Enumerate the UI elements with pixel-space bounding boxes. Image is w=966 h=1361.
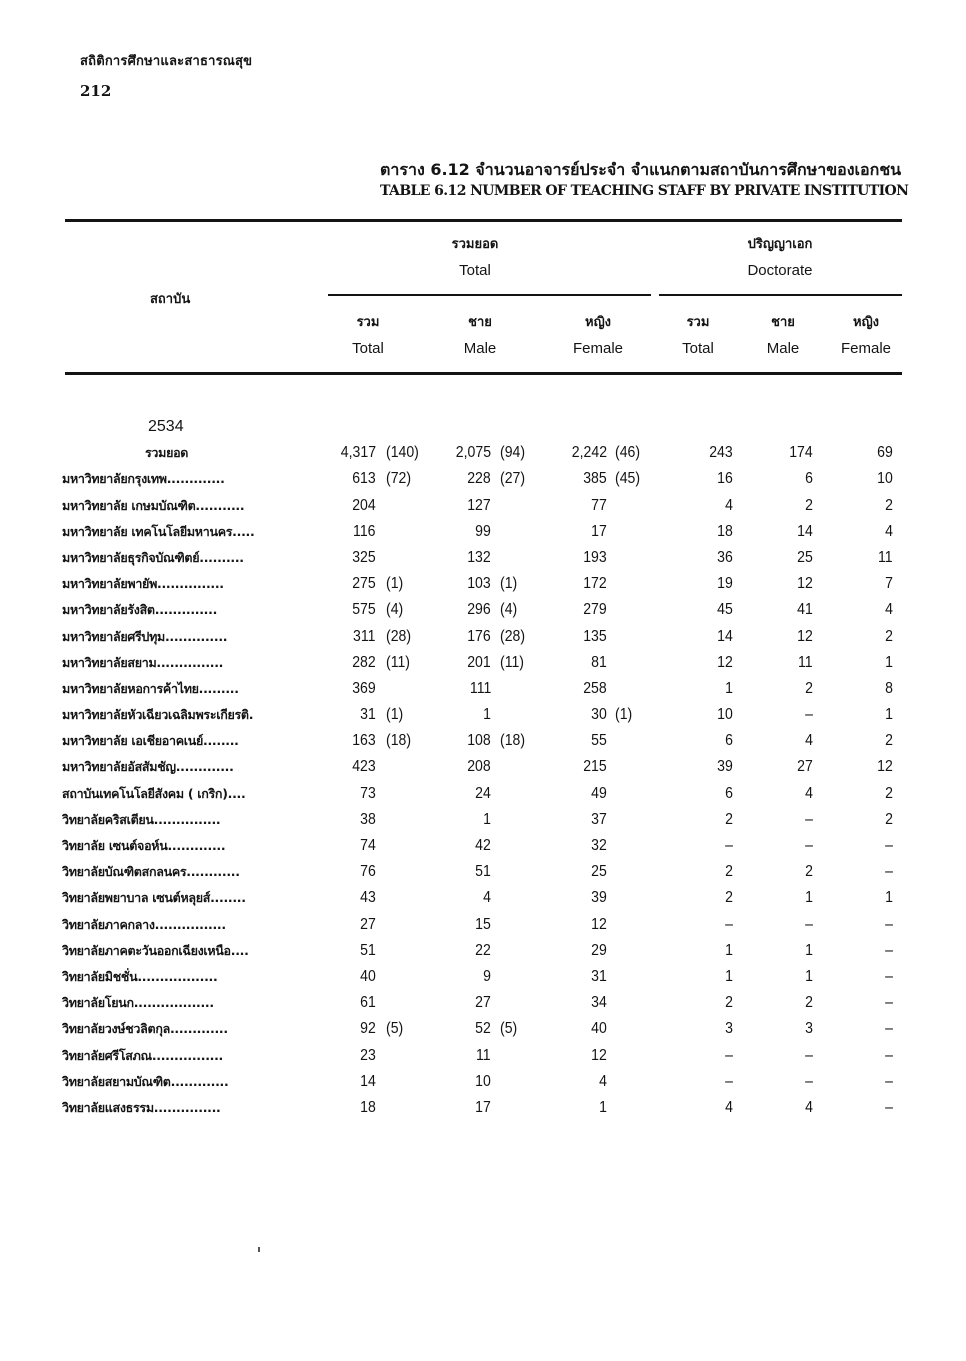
cell-female: 2,242 — [571, 444, 607, 462]
cell-male-note: (18) — [500, 732, 526, 750]
cell-doctorate-total: 2 — [725, 889, 733, 907]
row-name: วิทยาลัยภาคกลาง................ — [62, 916, 226, 932]
cell-female: 32 — [591, 837, 607, 854]
cell-doctorate-male: 27 — [797, 758, 813, 776]
cell-doctorate-male: – — [805, 1046, 813, 1064]
cell-total: 61 — [360, 994, 376, 1012]
table-row — [0, 571, 966, 597]
cell-female: 31 — [591, 967, 607, 985]
cell-female: 34 — [591, 994, 607, 1012]
col-header-female-en: Female — [572, 340, 624, 357]
cell-doctorate-male: – — [805, 837, 813, 854]
cell-doctorate-female: 2 — [885, 810, 893, 828]
table-row — [0, 466, 966, 492]
cell-male-note: (5) — [500, 1020, 518, 1038]
row-name: มหาวิทยาลัยอัสสัมชัญ............. — [62, 759, 234, 775]
row-name: วิทยาลัยศรีโสภณ................ — [62, 1047, 223, 1063]
cell-total: 31 — [360, 706, 376, 724]
cell-female-note: (46) — [615, 444, 641, 462]
cell-doctorate-male: 4 — [805, 784, 813, 802]
cell-total: 423 — [352, 758, 376, 776]
cell-doctorate-female: – — [885, 967, 893, 985]
cell-total: 51 — [360, 941, 376, 959]
cell-female: 135 — [583, 627, 607, 645]
cell-male: 11 — [476, 1046, 491, 1064]
table-row — [0, 650, 966, 676]
table-row — [0, 1016, 966, 1042]
cell-doctorate-total: 2 — [725, 863, 733, 881]
col-header-total-en: Total — [352, 340, 384, 357]
cell-total: 275 — [352, 575, 376, 593]
cell-female: 81 — [591, 653, 607, 671]
cell-male: 1 — [483, 706, 491, 724]
cell-female: 49 — [591, 784, 607, 802]
cell-total: 14 — [360, 1072, 376, 1090]
cell-total: 311 — [353, 627, 376, 645]
cell-female: 12 — [591, 915, 607, 933]
cell-female: 17 — [591, 522, 607, 540]
row-name: มหาวิทยาลัยหัวเฉียวเฉลิมพระเกียรติ. — [62, 707, 254, 723]
cell-doctorate-total: 12 — [717, 653, 733, 671]
cell-female-note: (45) — [615, 470, 641, 488]
row-name: วิทยาลัยมิชชั่น.................. — [62, 968, 218, 984]
cell-doctorate-male: – — [805, 915, 813, 933]
row-name: มหาวิทยาลัย เทคโนโลยีมหานคร..... — [62, 523, 255, 539]
cell-doctorate-male: – — [805, 810, 813, 828]
table-row — [0, 781, 966, 807]
cell-doctorate-total: 1 — [725, 679, 733, 697]
row-name: มหาวิทยาลัย เกษมบัณฑิต........... — [62, 497, 245, 513]
stub-header: สถาบัน — [150, 292, 191, 307]
cell-male-note: (94) — [500, 444, 526, 462]
cell-total: 18 — [360, 1098, 376, 1116]
col-header-doctorate-female — [830, 310, 902, 362]
col-header-male-th: ชาย — [468, 315, 492, 330]
cell-female: 385 — [583, 470, 607, 488]
cell-total: 92 — [360, 1020, 376, 1038]
cell-male: 1 — [483, 810, 491, 828]
cell-female: 4 — [599, 1072, 607, 1090]
row-name: วิทยาลัยภาคตะวันออกเฉียงเหนือ.... — [62, 942, 249, 958]
year-label: 2534 — [148, 418, 184, 435]
cell-doctorate-male: 2 — [805, 994, 813, 1012]
cell-doctorate-female: 1 — [885, 706, 893, 724]
cell-doctorate-total: 4 — [725, 496, 733, 514]
cell-doctorate-female: 10 — [877, 470, 893, 488]
group-header-doctorate — [720, 232, 840, 284]
cell-doctorate-female: – — [885, 837, 893, 854]
cell-male: 52 — [475, 1020, 491, 1038]
cell-doctorate-total: 39 — [717, 758, 733, 776]
cell-doctorate-female: 2 — [885, 784, 893, 802]
stray-mark — [258, 1247, 260, 1252]
cell-doctorate-total: – — [725, 915, 733, 933]
table-title-thai: ตาราง 6.12 จำนวนอาจารย์ประจำ จำแนกตามสถาบันการศึกษาของเอกชน — [380, 160, 902, 179]
cell-doctorate-female: 1 — [885, 653, 893, 671]
cell-doctorate-male: 6 — [805, 470, 813, 488]
cell-doctorate-male: 12 — [797, 575, 813, 593]
table-row — [0, 493, 966, 519]
cell-female: 77 — [591, 496, 607, 514]
cell-doctorate-total: 243 — [709, 444, 733, 462]
cell-doctorate-total: 16 — [717, 470, 733, 488]
page-number: 212 — [80, 82, 112, 100]
cell-female-note: (1) — [615, 706, 633, 724]
cell-doctorate-female: – — [885, 1098, 893, 1116]
row-name: มหาวิทยาลัยศรีปทุม.............. — [62, 628, 228, 644]
cell-doctorate-male: 4 — [805, 1098, 813, 1116]
col-header-doctorate-male-en: Male — [766, 340, 800, 357]
cell-doctorate-total: – — [725, 837, 733, 854]
cell-total-note: (1) — [386, 575, 404, 593]
cell-doctorate-male: 1 — [805, 967, 813, 985]
total-group-rule — [328, 294, 651, 296]
cell-doctorate-male: 12 — [797, 627, 813, 645]
cell-doctorate-male: – — [805, 706, 813, 724]
cell-doctorate-male: 1 — [805, 941, 813, 959]
cell-doctorate-female: 69 — [877, 444, 893, 462]
cell-male: 228 — [467, 470, 491, 488]
table-row — [0, 597, 966, 623]
table-row — [0, 624, 966, 650]
row-name: วิทยาลัย เซนต์จอห์น............. — [62, 838, 226, 853]
row-name: มหาวิทยาลัยพายัพ............... — [62, 576, 224, 592]
cell-male: 208 — [467, 758, 491, 776]
table-rows — [0, 440, 966, 1121]
cell-total: 38 — [360, 810, 376, 828]
cell-doctorate-female: 4 — [885, 601, 893, 619]
row-name: มหาวิทยาลัยกรุงเทพ............. — [62, 471, 225, 487]
cell-doctorate-total: – — [725, 1046, 733, 1064]
cell-total-note: (4) — [386, 601, 404, 619]
cell-male: 9 — [483, 967, 491, 985]
cell-total-note: (18) — [386, 732, 412, 750]
cell-doctorate-total: 14 — [717, 627, 733, 645]
cell-total-note: (1) — [386, 706, 404, 724]
cell-doctorate-total: 4 — [725, 1098, 733, 1116]
cell-male: 22 — [475, 941, 491, 959]
cell-total: 4,317 — [340, 444, 376, 462]
col-header-doctorate-total-th: รวม — [686, 315, 710, 330]
cell-doctorate-male: 25 — [797, 548, 813, 566]
row-name: วิทยาลัยโยนก.................. — [62, 995, 214, 1011]
cell-doctorate-female: – — [885, 863, 893, 881]
cell-female: 37 — [591, 810, 607, 828]
cell-male: 99 — [475, 522, 491, 540]
cell-male: 201 — [467, 653, 491, 671]
cell-male: 17 — [475, 1098, 491, 1116]
col-header-total-th: รวม — [356, 315, 380, 330]
cell-doctorate-total: – — [725, 1072, 733, 1090]
cell-total: 369 — [352, 679, 376, 697]
cell-male: 111 — [469, 679, 491, 697]
cell-male-note: (4) — [500, 601, 518, 619]
cell-female: 258 — [583, 679, 607, 697]
cell-male: 127 — [467, 496, 491, 514]
cell-total: 23 — [360, 1046, 376, 1064]
table-row — [0, 859, 966, 885]
row-name: มหาวิทยาลัย เอเชียอาคเนย์........ — [62, 733, 239, 749]
cell-male: 15 — [475, 915, 491, 933]
cell-doctorate-male: 41 — [797, 601, 813, 619]
cell-doctorate-male: 14 — [797, 522, 813, 540]
col-header-doctorate-male — [750, 310, 816, 362]
cell-female: 1 — [599, 1098, 607, 1116]
cell-male: 132 — [467, 548, 491, 566]
doctorate-group-rule — [659, 294, 902, 296]
cell-female: 215 — [583, 758, 607, 776]
table-row — [0, 1095, 966, 1121]
row-name: มหาวิทยาลัยรังสิต.............. — [62, 602, 218, 618]
cell-doctorate-female: – — [885, 1020, 893, 1038]
cell-doctorate-male: 2 — [805, 863, 813, 881]
running-head: สถิติการศึกษาและสาธารณสุข — [80, 54, 253, 69]
cell-male: 10 — [475, 1072, 491, 1090]
table-row — [0, 964, 966, 990]
cell-male: 24 — [475, 784, 491, 802]
table-row — [0, 545, 966, 571]
table-row — [0, 728, 966, 754]
cell-doctorate-female: 2 — [885, 627, 893, 645]
cell-doctorate-male: 4 — [805, 732, 813, 750]
table-row — [0, 885, 966, 911]
cell-doctorate-female: 2 — [885, 496, 893, 514]
table-row — [0, 938, 966, 964]
table-row — [0, 519, 966, 545]
cell-doctorate-male: 174 — [789, 444, 813, 462]
cell-total-note: (5) — [386, 1020, 404, 1038]
cell-total-note: (28) — [386, 627, 412, 645]
cell-female: 40 — [591, 1020, 607, 1038]
cell-male-note: (27) — [500, 470, 526, 488]
cell-doctorate-male: – — [805, 1072, 813, 1090]
cell-male: 2,075 — [455, 444, 491, 462]
cell-doctorate-total: 1 — [725, 967, 733, 985]
table-body — [0, 414, 966, 1121]
cell-doctorate-total: 1 — [725, 941, 733, 959]
cell-female: 193 — [583, 548, 607, 566]
group-header-doctorate-th: ปริญญาเอก — [747, 237, 813, 252]
cell-total-note: (72) — [386, 470, 412, 488]
cell-female: 25 — [591, 863, 607, 881]
group-header-doctorate-en: Doctorate — [747, 262, 813, 279]
cell-doctorate-female: – — [885, 994, 893, 1012]
col-header-male-en: Male — [463, 340, 497, 357]
grand-total-row — [0, 440, 966, 466]
group-header-total-th: รวมยอด — [451, 237, 499, 252]
row-name: วิทยาลัยแสงธรรม............... — [62, 1099, 221, 1115]
cell-doctorate-total: 3 — [725, 1020, 733, 1038]
cell-doctorate-female: – — [885, 941, 893, 959]
cell-total: 613 — [352, 470, 376, 488]
cell-doctorate-female: 2 — [885, 732, 893, 750]
group-header-total-en: Total — [459, 262, 491, 279]
cell-male: 176 — [467, 627, 491, 645]
header-bottom-rule — [65, 372, 902, 375]
row-name: รวมยอด — [145, 445, 189, 461]
row-name: วิทยาลัยบัณฑิตสกลนคร............ — [62, 864, 240, 880]
col-header-total — [330, 310, 406, 362]
cell-total: 325 — [352, 548, 376, 566]
col-header-doctorate-total — [662, 310, 734, 362]
cell-doctorate-total: 6 — [725, 784, 733, 802]
cell-doctorate-female: 1 — [885, 889, 893, 907]
cell-doctorate-female: 7 — [885, 575, 893, 593]
cell-female: 39 — [591, 889, 607, 907]
cell-total: 74 — [360, 837, 376, 854]
row-name: สถาบันเทคโนโลยีสังคม ( เกริก).... — [62, 785, 246, 801]
cell-total-note: (140) — [386, 444, 419, 462]
table-row — [0, 912, 966, 938]
cell-doctorate-male: 11 — [798, 653, 813, 671]
cell-doctorate-total: 18 — [717, 522, 733, 540]
cell-female: 12 — [591, 1046, 607, 1064]
col-header-female-th: หญิง — [585, 315, 611, 330]
cell-male-note: (11) — [500, 653, 524, 671]
cell-doctorate-male: 3 — [805, 1020, 813, 1038]
col-header-female — [558, 310, 638, 362]
cell-total: 163 — [352, 732, 376, 750]
cell-doctorate-total: 36 — [717, 548, 733, 566]
cell-doctorate-female: 12 — [877, 758, 893, 776]
cell-male-note: (1) — [500, 575, 518, 593]
table-row — [0, 833, 966, 859]
cell-total: 575 — [352, 601, 376, 619]
cell-total-note: (11) — [386, 653, 410, 671]
cell-total: 73 — [360, 784, 376, 802]
cell-male-note: (28) — [500, 627, 526, 645]
row-name: วิทยาลัยคริสเตียน............... — [62, 811, 221, 827]
cell-male: 51 — [475, 863, 491, 881]
table-row — [0, 807, 966, 833]
cell-doctorate-male: 2 — [805, 679, 813, 697]
cell-total: 76 — [360, 863, 376, 881]
cell-female: 172 — [583, 575, 607, 593]
table-row — [0, 1069, 966, 1095]
cell-doctorate-total: 6 — [725, 732, 733, 750]
cell-doctorate-total: 19 — [717, 575, 733, 593]
year-row — [0, 414, 966, 440]
cell-doctorate-female: 4 — [885, 522, 893, 540]
cell-doctorate-total: 10 — [717, 706, 733, 724]
row-name: มหาวิทยาลัยสยาม............... — [62, 654, 224, 670]
cell-male: 108 — [467, 732, 491, 750]
table-row — [0, 1043, 966, 1069]
cell-doctorate-female: 11 — [878, 548, 893, 566]
col-header-doctorate-total-en: Total — [682, 340, 714, 357]
cell-male: 296 — [467, 601, 491, 619]
cell-doctorate-female: 8 — [885, 679, 893, 697]
cell-doctorate-female: – — [885, 915, 893, 933]
table-row — [0, 990, 966, 1016]
cell-female: 55 — [591, 732, 607, 750]
cell-male: 27 — [475, 994, 491, 1012]
cell-total: 282 — [352, 653, 376, 671]
row-name: วิทยาลัยวงษ์ชวลิตกุล............. — [62, 1021, 228, 1037]
col-header-male — [442, 310, 518, 362]
cell-male: 4 — [483, 889, 491, 907]
cell-female: 279 — [583, 601, 607, 619]
col-header-doctorate-male-th: ชาย — [771, 315, 795, 330]
cell-female: 29 — [591, 941, 607, 959]
cell-doctorate-total: 2 — [725, 810, 733, 828]
row-name: วิทยาลัยพยาบาล เซนต์หลุยส์........ — [62, 890, 246, 906]
row-name: วิทยาลัยสยามบัณฑิต............. — [62, 1073, 229, 1089]
col-header-doctorate-female-th: หญิง — [853, 315, 879, 330]
cell-doctorate-female: – — [885, 1046, 893, 1064]
cell-male: 42 — [475, 837, 491, 854]
row-name: มหาวิทยาลัยหอการค้าไทย......... — [62, 680, 239, 696]
col-header-doctorate-female-en: Female — [840, 340, 892, 357]
row-name: มหาวิทยาลัยธุรกิจบัณฑิตย์.......... — [62, 549, 244, 565]
cell-total: 27 — [360, 915, 376, 933]
table-row — [0, 754, 966, 780]
cell-doctorate-male: 1 — [805, 889, 813, 907]
cell-doctorate-male: 2 — [805, 496, 813, 514]
cell-total: 116 — [353, 522, 376, 540]
table-title-english: TABLE 6.12 NUMBER OF TEACHING STAFF BY PRIVATE INSTITUTION — [380, 183, 909, 199]
group-header-total — [420, 232, 530, 284]
cell-total: 43 — [360, 889, 376, 907]
cell-male: 103 — [467, 575, 491, 593]
cell-total: 204 — [352, 496, 376, 514]
table-row — [0, 676, 966, 702]
table-top-rule — [65, 219, 902, 222]
cell-doctorate-female: – — [885, 1072, 893, 1090]
table-row — [0, 702, 966, 728]
cell-female: 30 — [591, 706, 607, 724]
cell-doctorate-total: 45 — [717, 601, 733, 619]
cell-total: 40 — [360, 967, 376, 985]
cell-doctorate-total: 2 — [725, 994, 733, 1012]
